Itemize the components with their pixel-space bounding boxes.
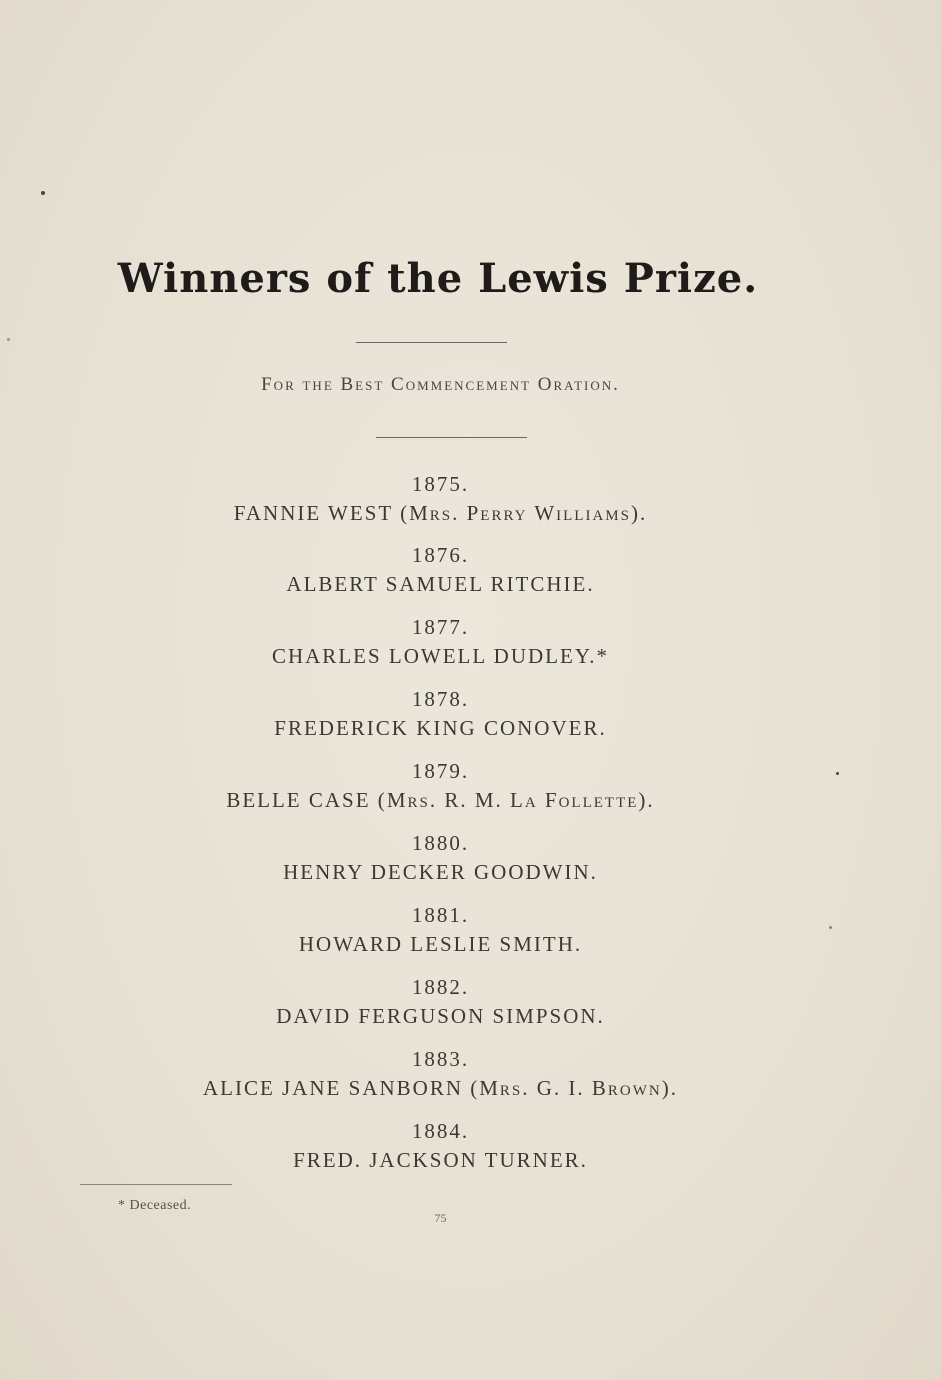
- page-subtitle: For the Best Commencement Oration.: [261, 374, 620, 395]
- subtitle-divider: [376, 437, 527, 438]
- entry-year: 1882.: [411, 975, 470, 999]
- winner-name: FREDERICK KING CONOVER.: [274, 716, 607, 740]
- entry-winner: [0, 716, 881, 741]
- winner-name: BELLE CASE (: [226, 788, 387, 812]
- entry-year: 1877.: [411, 615, 470, 639]
- winner-name: FANNIE WEST (: [233, 501, 410, 525]
- entry-winner: [0, 1148, 881, 1173]
- winner-name: ALBERT SAMUEL RITCHIE.: [286, 572, 595, 596]
- paper-speck: [41, 191, 45, 195]
- entry-year: 1875.: [411, 472, 470, 496]
- paper-speck: [836, 772, 839, 775]
- entry-year: 1881.: [411, 903, 470, 927]
- winner-name: FRED. JACKSON TURNER.: [293, 1148, 588, 1172]
- page-number: 75: [434, 1211, 447, 1225]
- entry-year: 1883.: [411, 1047, 470, 1071]
- entry-year: 1884.: [411, 1119, 470, 1143]
- paper-speck: [829, 926, 832, 929]
- footnote: * Deceased.: [118, 1198, 192, 1213]
- title-divider: [356, 342, 507, 343]
- entry-winner: [0, 501, 881, 526]
- entry-winner: [0, 932, 881, 957]
- winner-name: ALICE JANE SANBORN (: [202, 1076, 480, 1100]
- page-title: Winners of the Lewis Prize.: [117, 255, 759, 302]
- entry-winner: [0, 860, 881, 885]
- entry-year: 1879.: [411, 759, 470, 783]
- entry-winner: [0, 1004, 881, 1029]
- footnote-divider: [80, 1184, 232, 1185]
- winner-name: HENRY DECKER GOODWIN.: [283, 860, 598, 884]
- entry-winner: [0, 644, 881, 669]
- entry-winner: [0, 572, 881, 597]
- winner-name: HOWARD LESLIE SMITH.: [298, 932, 583, 956]
- entry-year: 1878.: [411, 687, 470, 711]
- winner-married-name: Mrs. Perry Williams: [409, 501, 631, 525]
- winner-name: DAVID FERGUSON SIMPSON.: [276, 1004, 605, 1028]
- paper-speck: [7, 338, 10, 341]
- entry-year: 1880.: [411, 831, 470, 855]
- winner-name-tail: ).: [630, 501, 648, 525]
- entry-winner: [0, 1076, 881, 1101]
- winner-name: CHARLES LOWELL DUDLEY.*: [271, 644, 610, 668]
- entry-winner: [0, 788, 881, 813]
- winner-name-tail: ).: [661, 1076, 678, 1100]
- winner-married-name: Mrs. R. M. La Follette: [386, 788, 639, 812]
- entry-year: 1876.: [411, 543, 470, 567]
- winner-name-tail: ).: [638, 788, 655, 812]
- winner-married-name: Mrs. G. I. Brown: [479, 1076, 662, 1100]
